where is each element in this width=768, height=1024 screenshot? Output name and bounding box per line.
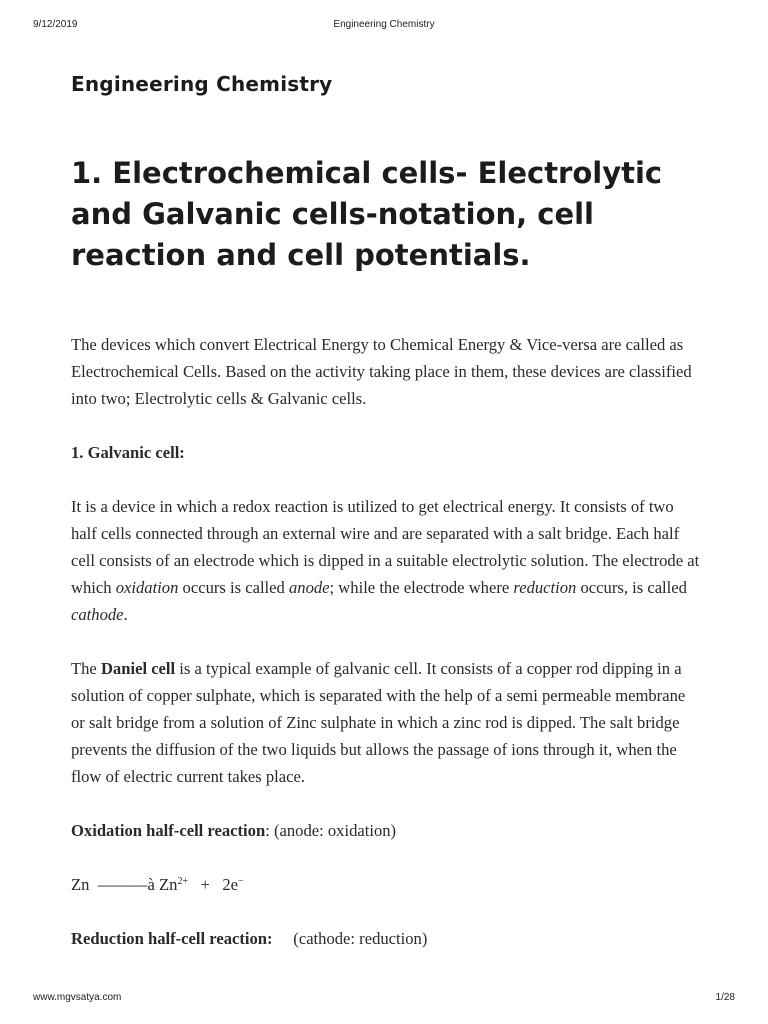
equation-charge-e: − — [238, 876, 244, 887]
term-cathode: cathode — [71, 605, 124, 624]
oxidation-reaction-line — [71, 817, 701, 844]
galvanic-paragraph — [71, 493, 701, 628]
print-date: 9/12/2019 — [33, 19, 78, 30]
print-page-number: 1/28 — [715, 992, 735, 1003]
term-anode: anode — [288, 578, 330, 597]
reduction-reaction-label: Reduction half-cell reaction: — [71, 929, 273, 948]
oxidation-reaction-label: Oxidation half-cell reaction — [71, 821, 266, 840]
galvanic-text-1: It is a device in which a redox reaction is utilized to get electrical energy. It consists of two half cells connected through an external wire and are separated with a salt bridge. Each half cell consists of an electrode which is dipped in a suitable electrolytic solution. The electrode at which — [71, 497, 700, 597]
oxidation-reaction-note: : (anode: oxidation) — [265, 821, 397, 840]
term-oxidation: oxidation — [115, 578, 179, 597]
galvanic-text-5: . — [123, 605, 128, 624]
galvanic-heading-text: 1. Galvanic cell: — [71, 443, 185, 462]
galvanic-text-3: ; while the electrode where — [329, 578, 514, 597]
daniel-text-pre: The — [71, 659, 101, 678]
equation-left: Zn ———à Zn — [71, 875, 178, 894]
article-body — [71, 331, 701, 979]
intro-paragraph: The devices which convert Electrical Energy to Chemical Energy & Vice-versa are called as Electrochemical Cells. Based on the activity taking place in them, these devices are classified into two; Electrolytic cells & Galvanic cells. — [71, 335, 692, 408]
galvanic-text-2: occurs is called — [178, 578, 289, 597]
galvanic-text-4: occurs, is called — [576, 578, 687, 597]
site-title[interactable]: Engineering Chemistry — [71, 72, 333, 96]
post-title: 1. Electrochemical cells- Electrolytic and Galvanic cells-notation, cell reaction and cell potentials. — [71, 156, 663, 272]
galvanic-heading — [71, 439, 701, 466]
print-page-title: Engineering Chemistry — [333, 19, 435, 30]
equation-charge-zn: 2+ — [177, 876, 189, 887]
print-url: www.mgvsatya.com — [33, 992, 122, 1003]
equation-electrons: + 2e — [188, 875, 239, 894]
term-reduction: reduction — [513, 578, 577, 597]
term-daniel-cell: Daniel cell — [100, 659, 176, 678]
daniel-paragraph — [71, 655, 701, 790]
zinc-oxidation-equation — [71, 871, 701, 898]
reduction-reaction-note: (cathode: reduction) — [272, 929, 428, 948]
daniel-text-rest: is a typical example of galvanic cell. It consists of a copper rod dipping in a solution of copper sulphate, which is separated with the help of a semi permeable membrane or salt bridge from a solution of Zinc sulphate in which a zinc rod is dipped. The salt bridge prevents the diffusion of the two liquids but allows the passage of ions through it, when the flow of electric current takes place. — [71, 659, 686, 786]
reduction-reaction-line — [71, 925, 701, 952]
